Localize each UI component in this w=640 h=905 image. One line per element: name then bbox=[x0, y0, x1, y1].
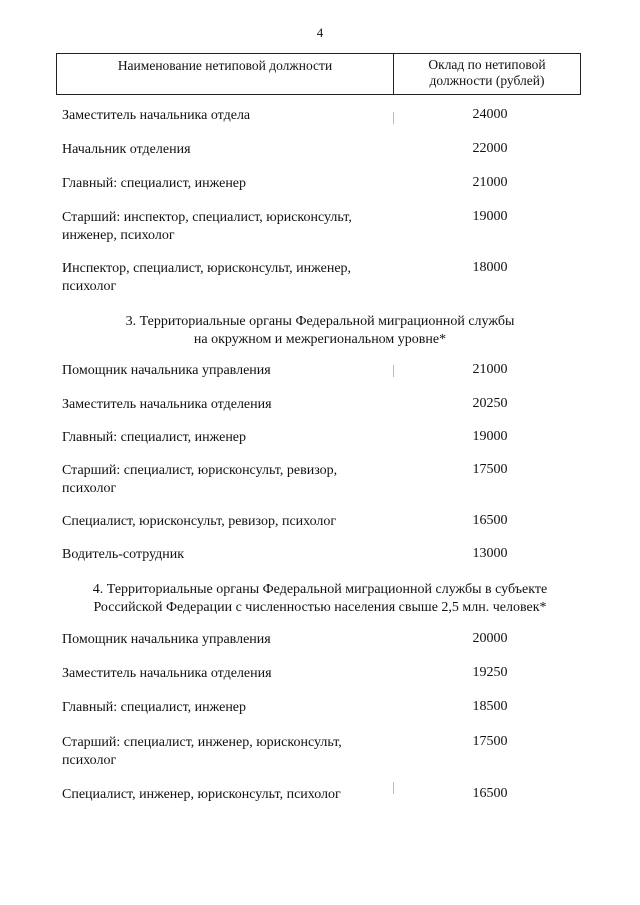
salary-value: 17500 bbox=[472, 462, 508, 477]
position-name-line2: психолог bbox=[62, 480, 117, 496]
position-name-line2: психолог bbox=[62, 752, 117, 768]
salary-value: 20000 bbox=[472, 631, 508, 646]
position-name: Начальник отделения bbox=[62, 142, 191, 157]
salary-value: 18000 bbox=[472, 260, 508, 275]
position-name: Водитель-сотрудник bbox=[62, 547, 185, 562]
column-header-salary bbox=[394, 57, 580, 89]
section-title-line2: на окружном и межрегиональном уровне* bbox=[193, 332, 447, 347]
salary-value: 17500 bbox=[472, 734, 508, 749]
position-name-line1: Инспектор, специалист, юрисконсульт, инженер, bbox=[62, 261, 352, 276]
position-name bbox=[62, 260, 392, 295]
position-name bbox=[62, 462, 392, 497]
salary-value: 21000 bbox=[472, 362, 508, 377]
salary-value: 22000 bbox=[472, 141, 508, 156]
header-rule-bottom bbox=[56, 94, 580, 95]
position-name: Специалист, юрисконсульт, ревизор, психолог bbox=[62, 514, 337, 529]
header-border-right bbox=[580, 53, 581, 95]
position-name: Заместитель начальника отдела bbox=[62, 108, 251, 123]
salary-value: 18500 bbox=[472, 699, 508, 714]
position-name-line1: Старший: инспектор, специалист, юрисконсульт, bbox=[62, 210, 352, 225]
column-separator bbox=[393, 112, 394, 124]
position-name: Помощник начальника управления bbox=[62, 363, 271, 378]
salary-value: 16500 bbox=[472, 786, 508, 801]
position-name: Заместитель начальника отделения bbox=[62, 397, 272, 412]
salary-value: 16500 bbox=[472, 513, 508, 528]
position-name-line2: психолог bbox=[62, 278, 117, 294]
column-separator bbox=[393, 365, 394, 377]
header-rule-top bbox=[56, 53, 580, 54]
position-name: Специалист, инженер, юрисконсульт, психолог bbox=[62, 787, 341, 802]
column-separator bbox=[393, 782, 394, 794]
column-header-salary-line2: должности (рублей) bbox=[429, 73, 545, 88]
position-name-line1: Старший: специалист, инженер, юрисконсульт, bbox=[62, 735, 342, 750]
section-title bbox=[60, 581, 580, 617]
section-title-line1: 4. Территориальные органы Федеральной миграционной службы в субъекте bbox=[92, 582, 548, 597]
section-title-line1: 3. Территориальные органы Федеральной миграционной службы bbox=[125, 314, 515, 329]
salary-value: 13000 bbox=[472, 546, 508, 561]
section-title-line2: Российской Федерации с численностью населения свыше 2,5 млн. человек* bbox=[93, 600, 547, 615]
page-number: 4 bbox=[316, 25, 324, 40]
position-name-line1: Старший: специалист, юрисконсульт, ревизор, bbox=[62, 463, 338, 478]
position-name bbox=[62, 209, 392, 244]
salary-value: 19250 bbox=[472, 665, 508, 680]
salary-value: 21000 bbox=[472, 175, 508, 190]
salary-value: 19000 bbox=[472, 209, 508, 224]
position-name: Заместитель начальника отделения bbox=[62, 666, 272, 681]
position-name: Главный: специалист, инженер bbox=[62, 176, 247, 191]
salary-value: 20250 bbox=[472, 396, 508, 411]
position-name: Главный: специалист, инженер bbox=[62, 700, 247, 715]
section-title bbox=[60, 313, 580, 349]
position-name: Главный: специалист, инженер bbox=[62, 430, 247, 445]
salary-value: 24000 bbox=[472, 107, 508, 122]
position-name bbox=[62, 734, 392, 769]
position-name-line2: инженер, психолог bbox=[62, 227, 175, 243]
salary-value: 19000 bbox=[472, 429, 508, 444]
column-header-salary-line1: Оклад по нетиповой bbox=[428, 57, 546, 72]
position-name: Помощник начальника управления bbox=[62, 632, 271, 647]
column-header-name: Наименование нетиповой должности bbox=[117, 58, 333, 73]
